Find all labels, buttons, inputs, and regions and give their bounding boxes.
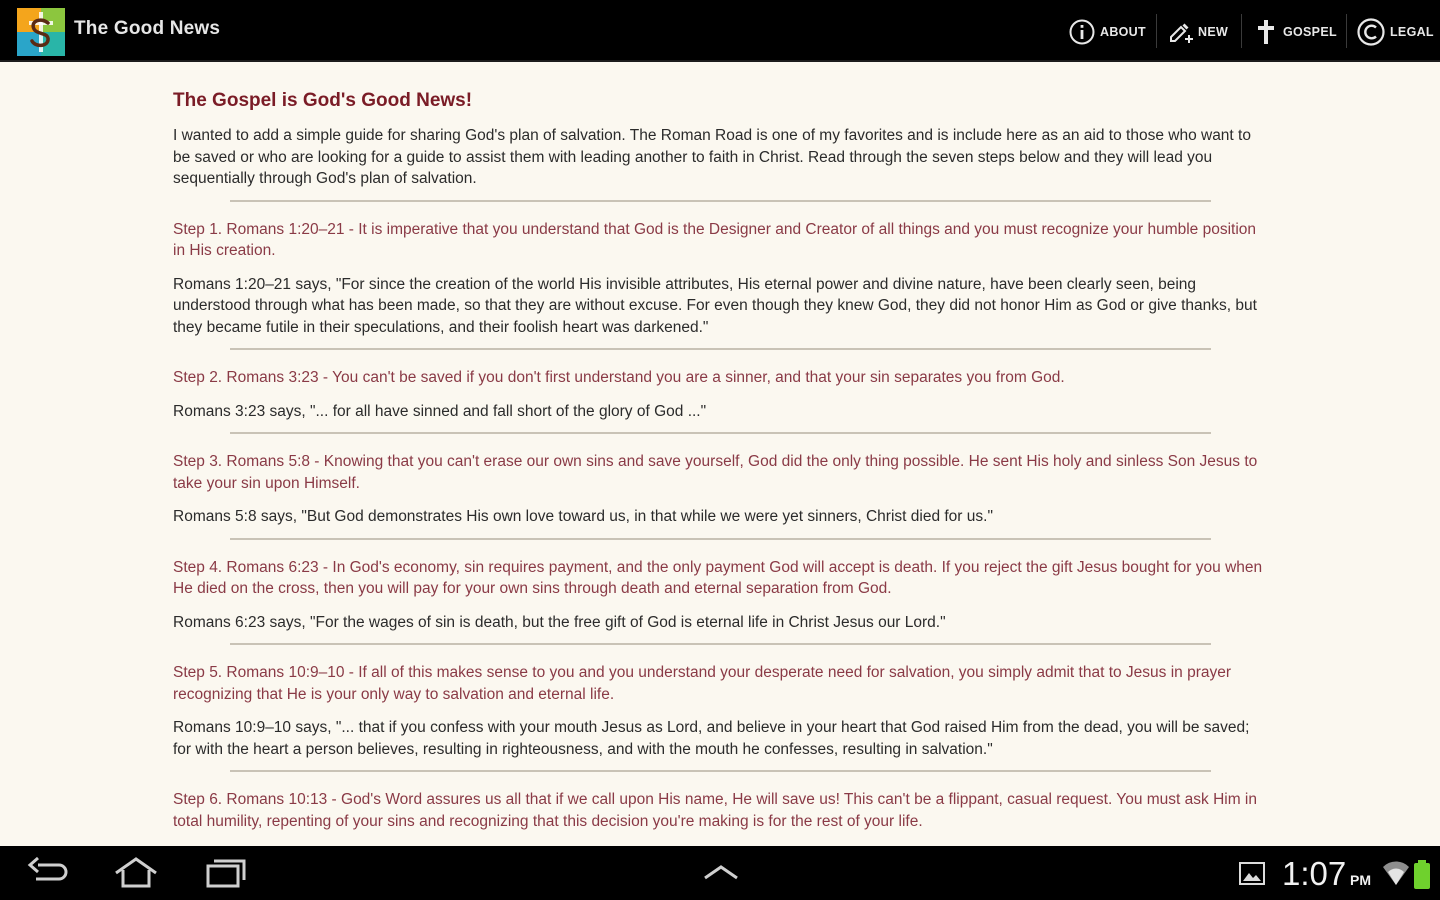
cross-icon (1253, 18, 1279, 46)
info-icon (1068, 18, 1096, 46)
action-divider (1156, 14, 1157, 48)
article (173, 90, 1268, 832)
page-heading: The Gospel is God's Good News! (173, 90, 473, 111)
about-label: ABOUT (1100, 25, 1146, 39)
system-nav-bar (0, 846, 1440, 900)
step-title: Step 3. Romans 5:8 - Knowing that you can't erase our own sins and save yourself, God did the only thing possible. He sent His holy and sinless Son Jesus to take your sin upon Himself. (173, 453, 1258, 492)
divider (230, 643, 1211, 645)
battery-icon (1412, 860, 1432, 890)
divider (230, 770, 1211, 772)
step-1 (173, 219, 1268, 339)
step-verse: Romans 3:23 says, "... for all have sinned and fall short of the glory of God ..." (173, 402, 707, 420)
divider (230, 432, 1211, 434)
content-scroll-area[interactable] (0, 64, 1440, 846)
screenshot-icon (1238, 860, 1266, 888)
wifi-icon (1381, 858, 1411, 890)
home-icon[interactable] (112, 854, 160, 892)
action-bar (0, 0, 1440, 62)
legal-label: LEGAL (1390, 25, 1434, 39)
chevron-up-icon[interactable] (700, 854, 742, 892)
step-title: Step 2. Romans 3:23 - You can't be saved if you don't first understand you are a sinner, and that your sin separates you from God. (173, 369, 1065, 386)
step-verse: Romans 5:8 says, "But God demonstrates His own love toward us, in that while we were yet sinners, Christ died for us." (173, 508, 993, 525)
new-label: NEW (1198, 25, 1229, 39)
step-2 (173, 367, 1268, 422)
step-verse: Romans 1:20–21 says, "For since the creation of the world His invisible attributes, His eternal power and divine nature, have been clearly seen, being understood through what has been made, so that they are without excuse. For even though they knew God, they did not honor Him as God or give thanks, but they became futile in their speculations, and their foolish heart was darkened." (173, 275, 1257, 336)
step-title: Step 4. Romans 6:23 - In God's economy, sin requires payment, and the only payment God will accept is death. If you reject the gift Jesus bought for you when He died on the cross, then you will pay for your own sins through death and eternal separation from God. (173, 558, 1263, 597)
step-title: Step 6. Romans 10:13 - God's Word assures us all that if we call upon His name, He will save us! This can't be a flippant, casual request. You must ask Him in total humility, repenting of your sins and recognizing that this decision you're making is for the rest of your life. (173, 791, 1257, 830)
step-5 (173, 662, 1268, 760)
step-title: Step 1. Romans 1:20–21 - It is imperative that you understand that God is the Designer and Creator of all things and you must recognize your humble position in His creation. (173, 220, 1257, 259)
gospel-button[interactable] (1253, 12, 1337, 52)
app-title: The Good News (74, 18, 221, 39)
action-divider (1241, 14, 1242, 48)
step-6 (173, 789, 1268, 832)
edit-icon (1166, 18, 1194, 46)
step-3 (173, 451, 1268, 528)
intro-paragraph: I wanted to add a simple guide for sharing God's plan of salvation. The Roman Road is one of my favorites and is include here as an aid to those who want to be saved or who are looking for a guide to assist them with leading another to faith in Christ. Read through the seven steps below and they will lead you sequentially through God's plan of salvation. (173, 127, 1251, 187)
clock-ampm: PM (1350, 872, 1371, 888)
step-verse: Romans 10:9–10 says, "... that if you confess with your mouth Jesus as Lord, and believe in your heart that God raised Him from the dead, you will be saved; for with the heart a person believes, resulting in righteousness, and with the mouth he confesses, resulting in salvation." (173, 719, 1250, 758)
step-verse: Romans 6:23 says, "For the wages of sin is death, but the free gift of God is eternal life in Christ Jesus our Lord." (173, 613, 946, 631)
divider (230, 348, 1211, 350)
divider (230, 200, 1211, 202)
legal-button[interactable] (1356, 12, 1434, 52)
app-logo-icon[interactable] (17, 8, 65, 56)
recent-apps-icon[interactable] (203, 854, 251, 892)
back-icon[interactable] (26, 854, 70, 892)
step-title: Step 5. Romans 10:9–10 - If all of this makes sense to you and you understand your desperate need for salvation, you simply admit that to Jesus in prayer recognizing that He is your only way to salvation and eternal life. (173, 664, 1232, 703)
clock-time: 1:07 (1282, 855, 1347, 892)
gospel-label: GOSPEL (1283, 25, 1337, 39)
new-button[interactable] (1166, 12, 1228, 52)
action-divider (1346, 14, 1347, 48)
copyright-icon (1356, 17, 1386, 47)
divider (230, 538, 1211, 540)
step-4 (173, 557, 1268, 634)
about-button[interactable] (1068, 12, 1146, 52)
